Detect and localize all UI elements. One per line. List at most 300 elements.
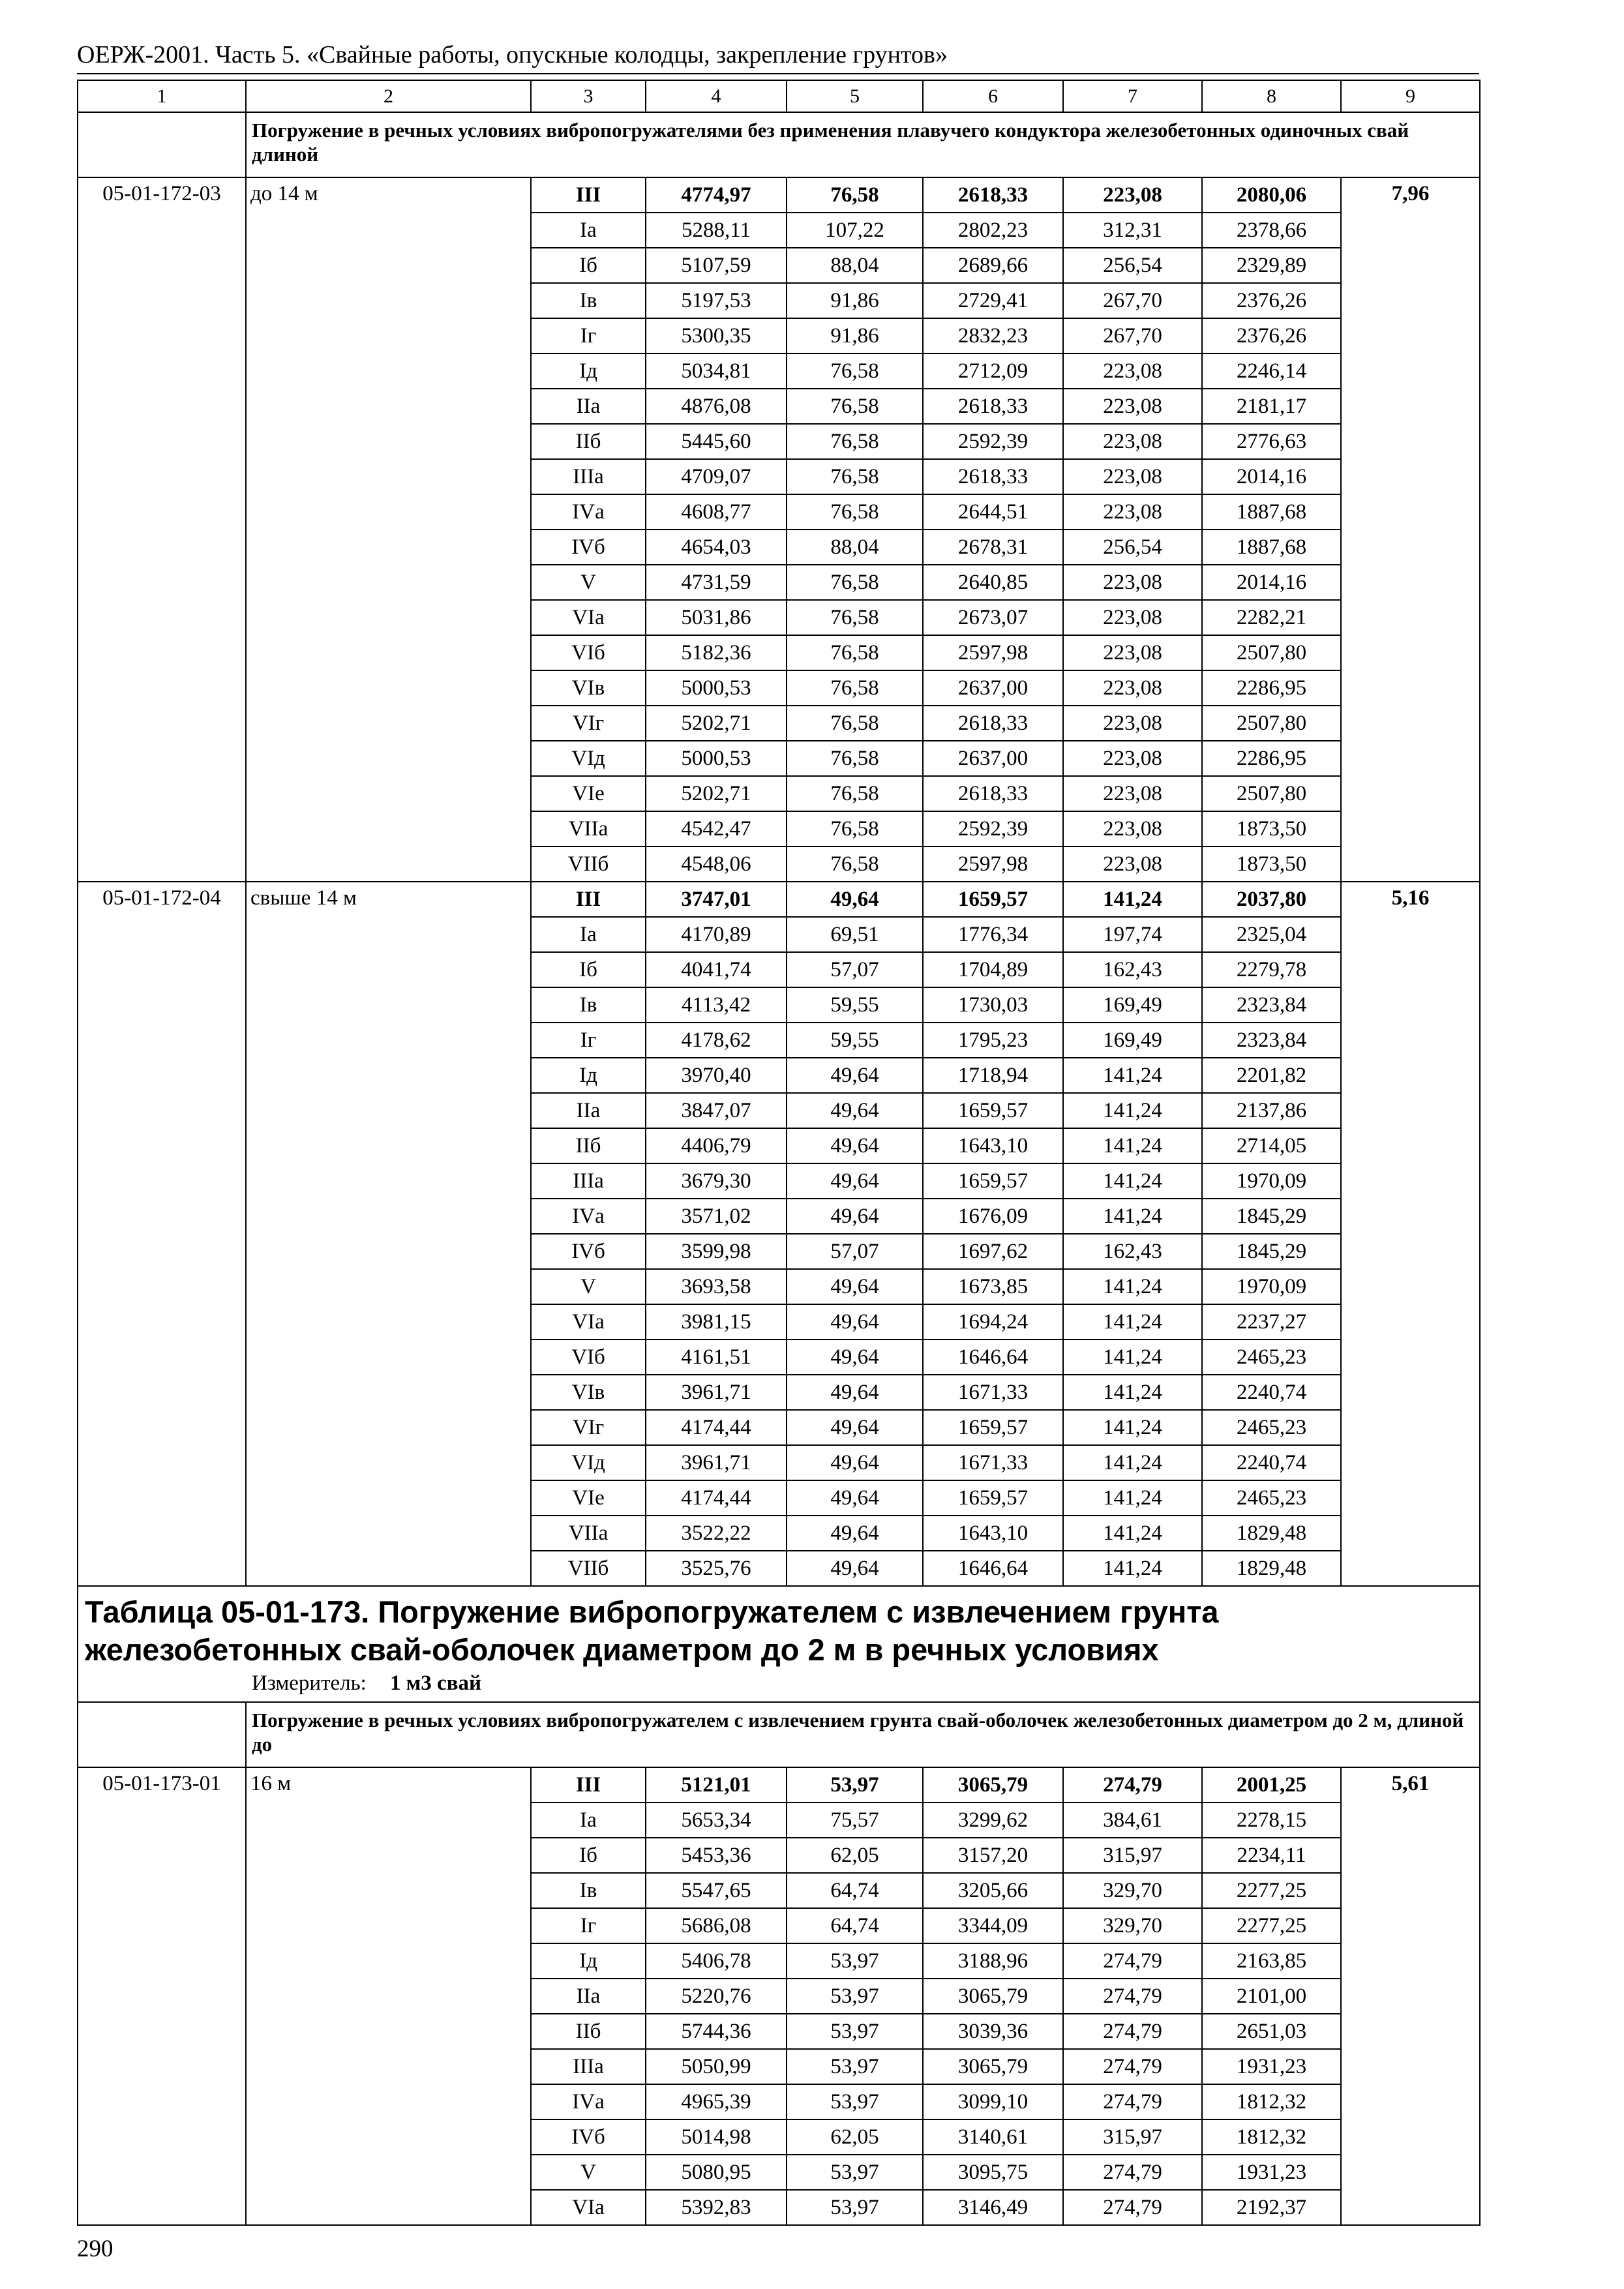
materials: 2137,86	[1202, 1093, 1341, 1128]
wear-class: IVб	[531, 2119, 646, 2155]
total-cost: 5445,60	[646, 424, 787, 459]
machine-operation: 1718,94	[923, 1058, 1063, 1093]
total-cost: 4178,62	[646, 1023, 787, 1058]
machinist-wages: 384,61	[1063, 1803, 1202, 1838]
wages: 49,64	[787, 1480, 923, 1516]
machinist-wages: 274,79	[1063, 1767, 1202, 1803]
materials: 2192,37	[1202, 2190, 1341, 2225]
machine-operation: 2618,33	[923, 177, 1063, 213]
materials: 2507,80	[1202, 776, 1341, 811]
header-rule	[77, 73, 1479, 74]
total-cost: 5182,36	[646, 635, 787, 670]
machinist-wages: 223,08	[1063, 177, 1202, 213]
column-number: 3	[531, 80, 646, 112]
materials: 2465,23	[1202, 1480, 1341, 1516]
wear-class: VIа	[531, 2190, 646, 2225]
column-number-row	[78, 80, 1480, 112]
total-cost: 4113,42	[646, 987, 787, 1023]
item-name: 16 м	[246, 1767, 531, 2225]
machine-operation: 2832,23	[923, 318, 1063, 353]
materials: 1829,48	[1202, 1551, 1341, 1586]
item-code: 05-01-172-03	[78, 177, 246, 882]
column-number: 7	[1063, 80, 1202, 112]
materials: 2181,17	[1202, 389, 1341, 424]
total-cost: 4170,89	[646, 917, 787, 952]
materials: 2714,05	[1202, 1128, 1341, 1163]
machinist-wages: 274,79	[1063, 2084, 1202, 2119]
machinist-wages: 274,79	[1063, 2155, 1202, 2190]
wear-class: VIд	[531, 741, 646, 776]
machine-operation: 3188,96	[923, 1943, 1063, 1979]
wear-class: VIа	[531, 600, 646, 635]
materials: 1931,23	[1202, 2049, 1341, 2084]
materials: 2279,78	[1202, 952, 1341, 987]
machinist-wages: 141,24	[1063, 1339, 1202, 1375]
machine-operation: 1659,57	[923, 1410, 1063, 1445]
wear-class: Iг	[531, 1908, 646, 1943]
total-cost: 3571,02	[646, 1199, 787, 1234]
wages: 62,05	[787, 2119, 923, 2155]
wages: 53,97	[787, 1979, 923, 2014]
machine-operation: 2618,33	[923, 459, 1063, 494]
wear-class: III	[531, 1767, 646, 1803]
meter-label: Измеритель:	[252, 1671, 367, 1695]
materials: 2323,84	[1202, 1023, 1341, 1058]
machine-operation: 1643,10	[923, 1128, 1063, 1163]
total-cost: 5000,53	[646, 670, 787, 706]
total-cost: 3525,76	[646, 1551, 787, 1586]
machinist-wages: 197,74	[1063, 917, 1202, 952]
machine-operation: 2644,51	[923, 494, 1063, 530]
machine-operation: 3039,36	[923, 2014, 1063, 2049]
total-cost: 3522,22	[646, 1516, 787, 1551]
machinist-wages: 223,08	[1063, 459, 1202, 494]
table-row	[78, 177, 1480, 213]
machinist-wages: 315,97	[1063, 1838, 1202, 1873]
meter-line	[82, 1669, 1475, 1701]
wear-class: IVб	[531, 1234, 646, 1269]
total-cost: 5031,86	[646, 600, 787, 635]
machine-operation: 1671,33	[923, 1375, 1063, 1410]
machine-operation: 2592,39	[923, 811, 1063, 846]
machine-operation: 1676,09	[923, 1199, 1063, 1234]
table-row	[78, 1767, 1480, 1803]
materials: 2234,11	[1202, 1838, 1341, 1873]
machinist-wages: 141,24	[1063, 1304, 1202, 1339]
materials: 2651,03	[1202, 2014, 1341, 2049]
machinist-wages: 274,79	[1063, 2014, 1202, 2049]
wear-class: IIб	[531, 1128, 646, 1163]
wages: 76,58	[787, 389, 923, 424]
materials: 1887,68	[1202, 494, 1341, 530]
wages: 49,64	[787, 1445, 923, 1480]
machinist-wages: 162,43	[1063, 952, 1202, 987]
total-cost: 5121,01	[646, 1767, 787, 1803]
wages: 53,97	[787, 2190, 923, 2225]
column-number: 5	[787, 80, 923, 112]
machine-operation: 2712,09	[923, 353, 1063, 389]
materials: 2037,80	[1202, 882, 1341, 917]
wages: 76,58	[787, 776, 923, 811]
meter-value: 1 м3 свай	[390, 1671, 481, 1695]
machinist-wages: 223,08	[1063, 389, 1202, 424]
machine-operation: 1671,33	[923, 1445, 1063, 1480]
total-cost: 5050,99	[646, 2049, 787, 2084]
total-cost: 3599,98	[646, 1234, 787, 1269]
total-cost: 5220,76	[646, 1979, 787, 2014]
wear-class: Iг	[531, 1023, 646, 1058]
wear-class: VIе	[531, 1480, 646, 1516]
wages: 76,58	[787, 741, 923, 776]
wear-class: VIIа	[531, 811, 646, 846]
materials: 1873,50	[1202, 846, 1341, 882]
labor-cost-value: 5,61	[1341, 1767, 1480, 2225]
materials: 2101,00	[1202, 1979, 1341, 2014]
machinist-wages: 274,79	[1063, 1979, 1202, 2014]
materials: 2201,82	[1202, 1058, 1341, 1093]
wear-class: V	[531, 1269, 646, 1304]
machine-operation: 1730,03	[923, 987, 1063, 1023]
wages: 49,64	[787, 1269, 923, 1304]
machinist-wages: 141,24	[1063, 1445, 1202, 1480]
item-code: 05-01-173-01	[78, 1767, 246, 2225]
section-title-row	[78, 112, 1480, 177]
labor-cost-value: 7,96	[1341, 177, 1480, 882]
wages: 59,55	[787, 1023, 923, 1058]
wear-class: VIд	[531, 1445, 646, 1480]
labor-cost-value: 5,16	[1341, 882, 1480, 1586]
total-cost: 5000,53	[646, 741, 787, 776]
machinist-wages: 274,79	[1063, 1943, 1202, 1979]
wear-class: VIб	[531, 1339, 646, 1375]
wages: 53,97	[787, 1767, 923, 1803]
total-cost: 3693,58	[646, 1269, 787, 1304]
total-cost: 4041,74	[646, 952, 787, 987]
materials: 2014,16	[1202, 459, 1341, 494]
machine-operation: 1646,64	[923, 1551, 1063, 1586]
wear-class: Iа	[531, 1803, 646, 1838]
total-cost: 5034,81	[646, 353, 787, 389]
machinist-wages: 223,08	[1063, 776, 1202, 811]
total-cost: 5547,65	[646, 1873, 787, 1908]
wear-class: IVб	[531, 530, 646, 565]
machinist-wages: 329,70	[1063, 1908, 1202, 1943]
materials: 2246,14	[1202, 353, 1341, 389]
wages: 62,05	[787, 1838, 923, 1873]
section-title-row	[78, 1702, 1480, 1767]
total-cost: 4654,03	[646, 530, 787, 565]
materials: 2325,04	[1202, 917, 1341, 952]
machine-operation: 2678,31	[923, 530, 1063, 565]
machine-operation: 2597,98	[923, 635, 1063, 670]
materials: 1873,50	[1202, 811, 1341, 846]
wages: 49,64	[787, 1551, 923, 1586]
wages: 57,07	[787, 952, 923, 987]
machinist-wages: 274,79	[1063, 2190, 1202, 2225]
wear-class: IIа	[531, 389, 646, 424]
wages: 76,58	[787, 494, 923, 530]
materials: 2237,27	[1202, 1304, 1341, 1339]
machine-operation: 3146,49	[923, 2190, 1063, 2225]
wages: 53,97	[787, 2014, 923, 2049]
wear-class: IIа	[531, 1979, 646, 2014]
materials: 2014,16	[1202, 565, 1341, 600]
machine-operation: 1646,64	[923, 1339, 1063, 1375]
machinist-wages: 223,08	[1063, 494, 1202, 530]
wages: 76,58	[787, 600, 923, 635]
wages: 76,58	[787, 635, 923, 670]
machinist-wages: 223,08	[1063, 670, 1202, 706]
wages: 75,57	[787, 1803, 923, 1838]
materials: 2323,84	[1202, 987, 1341, 1023]
machine-operation: 2618,33	[923, 776, 1063, 811]
wages: 64,74	[787, 1908, 923, 1943]
machine-operation: 3157,20	[923, 1838, 1063, 1873]
total-cost: 4542,47	[646, 811, 787, 846]
wages: 76,58	[787, 565, 923, 600]
item-name: свыше 14 м	[246, 882, 531, 1586]
table-row	[78, 882, 1480, 917]
wear-class: V	[531, 565, 646, 600]
machinist-wages: 267,70	[1063, 283, 1202, 318]
machinist-wages: 169,49	[1063, 1023, 1202, 1058]
machine-operation: 3140,61	[923, 2119, 1063, 2155]
machinist-wages: 223,08	[1063, 353, 1202, 389]
machinist-wages: 329,70	[1063, 1873, 1202, 1908]
wear-class: IIа	[531, 1093, 646, 1128]
machinist-wages: 223,08	[1063, 846, 1202, 882]
wear-class: IIIа	[531, 2049, 646, 2084]
materials: 1970,09	[1202, 1269, 1341, 1304]
materials: 2776,63	[1202, 424, 1341, 459]
section-title: Погружение в речных условиях вибропогружателями без применения плавучего кондуктора железобетонных одиночных свай длиной	[246, 112, 1480, 177]
machine-operation: 3065,79	[923, 1979, 1063, 2014]
machine-operation: 1659,57	[923, 882, 1063, 917]
total-cost: 5288,11	[646, 213, 787, 248]
machinist-wages: 223,08	[1063, 635, 1202, 670]
total-cost: 3747,01	[646, 882, 787, 917]
wear-class: III	[531, 882, 646, 917]
wear-class: VIв	[531, 1375, 646, 1410]
materials: 2376,26	[1202, 283, 1341, 318]
wear-class: VIг	[531, 706, 646, 741]
estimate-table	[77, 80, 1481, 2226]
machinist-wages: 223,08	[1063, 424, 1202, 459]
column-number: 9	[1341, 80, 1480, 112]
materials: 2329,89	[1202, 248, 1341, 283]
wear-class: Iа	[531, 917, 646, 952]
materials: 2080,06	[1202, 177, 1341, 213]
machinist-wages: 141,24	[1063, 1199, 1202, 1234]
machine-operation: 2673,07	[923, 600, 1063, 635]
wages: 76,58	[787, 846, 923, 882]
wages: 49,64	[787, 882, 923, 917]
machine-operation: 2802,23	[923, 213, 1063, 248]
wear-class: VIв	[531, 670, 646, 706]
materials: 1931,23	[1202, 2155, 1341, 2190]
machine-operation: 3205,66	[923, 1873, 1063, 1908]
machine-operation: 1659,57	[923, 1480, 1063, 1516]
materials: 2277,25	[1202, 1908, 1341, 1943]
total-cost: 4731,59	[646, 565, 787, 600]
item-name: до 14 м	[246, 177, 531, 882]
wear-class: IVа	[531, 494, 646, 530]
total-cost: 4608,77	[646, 494, 787, 530]
machinist-wages: 141,24	[1063, 1058, 1202, 1093]
machinist-wages: 274,79	[1063, 2049, 1202, 2084]
total-cost: 5686,08	[646, 1908, 787, 1943]
wages: 49,64	[787, 1375, 923, 1410]
machinist-wages: 169,49	[1063, 987, 1202, 1023]
wages: 53,97	[787, 2084, 923, 2119]
wear-class: IIIа	[531, 1163, 646, 1199]
machine-operation: 3299,62	[923, 1803, 1063, 1838]
materials: 2376,26	[1202, 318, 1341, 353]
materials: 2286,95	[1202, 741, 1341, 776]
materials: 2282,21	[1202, 600, 1341, 635]
machine-operation: 1697,62	[923, 1234, 1063, 1269]
machinist-wages: 256,54	[1063, 530, 1202, 565]
wear-class: Iв	[531, 283, 646, 318]
wages: 91,86	[787, 283, 923, 318]
wages: 49,64	[787, 1128, 923, 1163]
wages: 57,07	[787, 1234, 923, 1269]
machinist-wages: 256,54	[1063, 248, 1202, 283]
machinist-wages: 223,08	[1063, 706, 1202, 741]
column-number: 2	[246, 80, 531, 112]
wages: 64,74	[787, 1873, 923, 1908]
total-cost: 4174,44	[646, 1480, 787, 1516]
machine-operation: 2618,33	[923, 706, 1063, 741]
wages: 53,97	[787, 1943, 923, 1979]
materials: 2465,23	[1202, 1339, 1341, 1375]
machine-operation: 3065,79	[923, 1767, 1063, 1803]
wages: 49,64	[787, 1199, 923, 1234]
machinist-wages: 141,24	[1063, 1375, 1202, 1410]
wages: 49,64	[787, 1339, 923, 1375]
materials: 2286,95	[1202, 670, 1341, 706]
machine-operation: 2637,00	[923, 670, 1063, 706]
machine-operation: 2597,98	[923, 846, 1063, 882]
total-cost: 3679,30	[646, 1163, 787, 1199]
wear-class: III	[531, 177, 646, 213]
materials: 1887,68	[1202, 530, 1341, 565]
machinist-wages: 141,24	[1063, 1269, 1202, 1304]
total-cost: 3981,15	[646, 1304, 787, 1339]
machinist-wages: 312,31	[1063, 213, 1202, 248]
wages: 49,64	[787, 1410, 923, 1445]
total-cost: 3961,71	[646, 1445, 787, 1480]
total-cost: 5653,34	[646, 1803, 787, 1838]
wear-class: Iб	[531, 952, 646, 987]
machine-operation: 2618,33	[923, 389, 1063, 424]
wages: 53,97	[787, 2155, 923, 2190]
section-title: Погружение в речных условиях вибропогружателем с извлечением грунта свай-оболочек железобетонных диаметром до 2 м, длиной до	[246, 1702, 1480, 1767]
materials: 2278,15	[1202, 1803, 1341, 1838]
machinist-wages: 162,43	[1063, 1234, 1202, 1269]
wear-class: VIIа	[531, 1516, 646, 1551]
wages: 88,04	[787, 530, 923, 565]
machinist-wages: 141,24	[1063, 1128, 1202, 1163]
total-cost: 5202,71	[646, 706, 787, 741]
materials: 2240,74	[1202, 1375, 1341, 1410]
wages: 76,58	[787, 353, 923, 389]
wages: 76,58	[787, 177, 923, 213]
wear-class: Iд	[531, 1943, 646, 1979]
column-number: 8	[1202, 80, 1341, 112]
total-cost: 5406,78	[646, 1943, 787, 1979]
machinist-wages: 141,24	[1063, 1163, 1202, 1199]
table-title: Таблица 05-01-173. Погружение вибропогружателем с извлечением грунта железобетонных свай-оболочек диаметром до 2 м в речных условиях	[85, 1594, 1219, 1667]
machinist-wages: 223,08	[1063, 741, 1202, 776]
machine-operation: 1659,57	[923, 1163, 1063, 1199]
materials: 1845,29	[1202, 1234, 1341, 1269]
wear-class: VIIб	[531, 1551, 646, 1586]
total-cost: 4965,39	[646, 2084, 787, 2119]
total-cost: 4548,06	[646, 846, 787, 882]
wear-class: IIб	[531, 2014, 646, 2049]
wear-class: IVа	[531, 1199, 646, 1234]
total-cost: 4161,51	[646, 1339, 787, 1375]
wages: 49,64	[787, 1093, 923, 1128]
total-cost: 5744,36	[646, 2014, 787, 2049]
wear-class: Iд	[531, 353, 646, 389]
machine-operation: 2689,66	[923, 248, 1063, 283]
page-number: 290	[77, 2236, 113, 2262]
total-cost: 3847,07	[646, 1093, 787, 1128]
machinist-wages: 223,08	[1063, 565, 1202, 600]
wear-class: Iв	[531, 987, 646, 1023]
materials: 1845,29	[1202, 1199, 1341, 1234]
materials: 2240,74	[1202, 1445, 1341, 1480]
machine-operation: 2729,41	[923, 283, 1063, 318]
machine-operation: 1704,89	[923, 952, 1063, 987]
machine-operation: 1795,23	[923, 1023, 1063, 1058]
total-cost: 5080,95	[646, 2155, 787, 2190]
materials: 2507,80	[1202, 706, 1341, 741]
wear-class: Iб	[531, 248, 646, 283]
wear-class: VIа	[531, 1304, 646, 1339]
total-cost: 5300,35	[646, 318, 787, 353]
total-cost: 5107,59	[646, 248, 787, 283]
materials: 2465,23	[1202, 1410, 1341, 1445]
materials: 2277,25	[1202, 1873, 1341, 1908]
wages: 59,55	[787, 987, 923, 1023]
wages: 76,58	[787, 424, 923, 459]
wages: 88,04	[787, 248, 923, 283]
total-cost: 4876,08	[646, 389, 787, 424]
machine-operation: 3344,09	[923, 1908, 1063, 1943]
total-cost: 4709,07	[646, 459, 787, 494]
materials: 1970,09	[1202, 1163, 1341, 1199]
wear-class: VIг	[531, 1410, 646, 1445]
column-number: 1	[78, 80, 246, 112]
materials: 2001,25	[1202, 1767, 1341, 1803]
machine-operation: 3099,10	[923, 2084, 1063, 2119]
wages: 76,58	[787, 670, 923, 706]
wear-class: Iа	[531, 213, 646, 248]
wear-class: VIIб	[531, 846, 646, 882]
column-number: 6	[923, 80, 1063, 112]
wages: 49,64	[787, 1304, 923, 1339]
total-cost: 4406,79	[646, 1128, 787, 1163]
wear-class: VIе	[531, 776, 646, 811]
table-subtitle-cell	[78, 1586, 1480, 1702]
machinist-wages: 141,24	[1063, 1480, 1202, 1516]
machinist-wages: 315,97	[1063, 2119, 1202, 2155]
machine-operation: 3095,75	[923, 2155, 1063, 2190]
wages: 49,64	[787, 1058, 923, 1093]
